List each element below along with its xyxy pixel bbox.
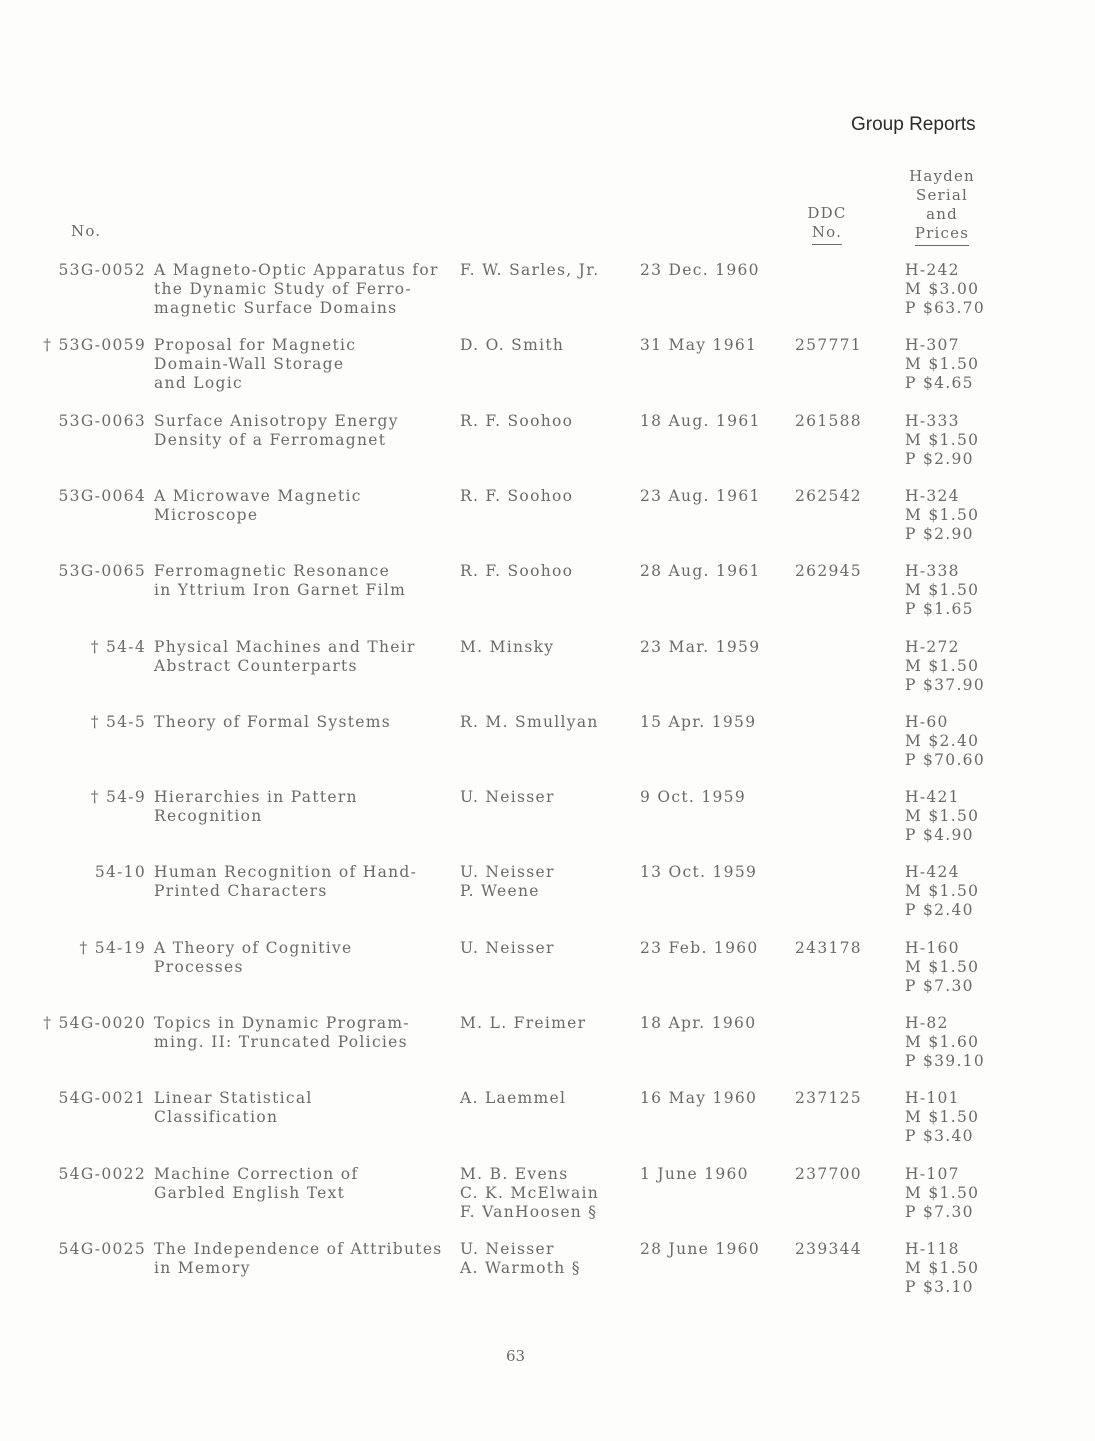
report-date: 28 June 1960 bbox=[640, 1240, 760, 1258]
report-title-line: ming. II: Truncated Policies bbox=[154, 1033, 408, 1051]
report-title-line: Processes bbox=[154, 958, 244, 976]
hayden-serial-prices-line: H-242 bbox=[905, 261, 960, 279]
report-title-line: Machine Correction of bbox=[154, 1165, 359, 1183]
report-title-line: The Independence of Attributes bbox=[154, 1240, 443, 1258]
report-title-line: and Logic bbox=[154, 374, 243, 392]
hayden-serial-prices-line: M $1.50 bbox=[905, 958, 980, 976]
hayden-serial-prices-line: P $4.90 bbox=[905, 826, 974, 844]
ddc-number: 257771 bbox=[795, 336, 862, 354]
report-number: 53G-0052 bbox=[58, 261, 146, 279]
report-authors-line: R. F. Soohoo bbox=[460, 412, 574, 430]
hayden-serial-prices bbox=[905, 562, 979, 619]
header-hayden-line: Hayden bbox=[909, 167, 975, 185]
report-title-line: A Theory of Cognitive bbox=[154, 939, 353, 957]
report-title-line: the Dynamic Study of Ferro- bbox=[154, 280, 412, 298]
hayden-serial-prices bbox=[905, 638, 985, 695]
hayden-serial-prices-line: H-101 bbox=[905, 1089, 960, 1107]
report-title bbox=[154, 788, 358, 826]
report-authors-line: U. Neisser bbox=[460, 1240, 555, 1258]
report-date: 23 Feb. 1960 bbox=[640, 939, 759, 957]
report-title-line: Density of a Ferromagnet bbox=[154, 431, 387, 449]
hayden-serial-prices-line: P $1.65 bbox=[905, 600, 974, 618]
report-authors-line: M. Minsky bbox=[460, 638, 555, 656]
ddc-number: 237125 bbox=[795, 1089, 862, 1107]
report-authors bbox=[460, 336, 564, 355]
report-authors bbox=[460, 713, 599, 732]
report-title-line: Surface Anisotropy Energy bbox=[154, 412, 399, 430]
report-number: † 54-19 bbox=[79, 939, 146, 957]
report-title bbox=[154, 1240, 443, 1278]
report-number: 54G-0025 bbox=[58, 1240, 146, 1258]
report-number: 54-10 bbox=[94, 863, 146, 881]
report-authors bbox=[460, 261, 599, 280]
hayden-serial-prices-line: H-107 bbox=[905, 1165, 960, 1183]
report-authors bbox=[460, 1165, 599, 1222]
report-number: 54G-0021 bbox=[58, 1089, 146, 1107]
report-authors bbox=[460, 1240, 581, 1278]
report-authors bbox=[460, 487, 573, 506]
header-ddc-line: DDC bbox=[807, 204, 847, 222]
report-authors-line: A. Laemmel bbox=[460, 1089, 567, 1107]
ddc-number: 243178 bbox=[795, 939, 862, 957]
hayden-serial-prices bbox=[905, 336, 979, 393]
report-date: 23 Mar. 1959 bbox=[640, 638, 761, 656]
report-authors-line: U. Neisser bbox=[460, 939, 555, 957]
hayden-serial-prices-line: M $1.50 bbox=[905, 882, 980, 900]
hayden-serial-prices bbox=[905, 939, 979, 996]
hayden-serial-prices bbox=[905, 788, 979, 845]
hayden-serial-prices bbox=[905, 1014, 985, 1071]
report-title-line: A Magneto-Optic Apparatus for bbox=[154, 261, 439, 279]
header-hayden-line: Serial bbox=[915, 186, 969, 204]
hayden-serial-prices-line: H-424 bbox=[905, 863, 960, 881]
hayden-serial-prices-line: M $3.00 bbox=[905, 280, 980, 298]
ddc-number: 262945 bbox=[795, 562, 862, 580]
hayden-serial-prices-line: P $7.30 bbox=[905, 1203, 974, 1221]
report-title bbox=[154, 638, 416, 676]
hayden-serial-prices-line: P $70.60 bbox=[905, 751, 985, 769]
report-title-line: Domain-Wall Storage bbox=[154, 355, 345, 373]
hayden-serial-prices-line: H-333 bbox=[905, 412, 960, 430]
report-number: † 53G-0059 bbox=[43, 336, 146, 354]
report-date: 15 Apr. 1959 bbox=[640, 713, 757, 731]
report-title-line: Physical Machines and Their bbox=[154, 638, 416, 656]
report-authors bbox=[460, 412, 573, 431]
report-title bbox=[154, 487, 362, 525]
report-title bbox=[154, 713, 391, 732]
hayden-serial-prices-line: H-338 bbox=[905, 562, 960, 580]
report-number: 53G-0064 bbox=[58, 487, 146, 505]
report-title bbox=[154, 562, 406, 600]
report-title bbox=[154, 939, 353, 977]
report-number: 53G-0063 bbox=[58, 412, 146, 430]
report-authors-line: C. K. McElwain bbox=[460, 1184, 600, 1202]
report-date: 13 Oct. 1959 bbox=[640, 863, 758, 881]
report-number: 53G-0065 bbox=[58, 562, 146, 580]
report-authors-line: F. W. Sarles, Jr. bbox=[460, 261, 600, 279]
hayden-serial-prices-line: P $2.90 bbox=[905, 525, 974, 543]
report-title-line: Classification bbox=[154, 1108, 279, 1126]
hayden-serial-prices-line: P $3.10 bbox=[905, 1278, 974, 1296]
header-ddc-line: No. bbox=[812, 223, 842, 245]
report-title-line: in Memory bbox=[154, 1259, 251, 1277]
report-authors-line: P. Weene bbox=[460, 882, 540, 900]
report-authors-line: R. F. Soohoo bbox=[460, 562, 574, 580]
header-hayden bbox=[898, 167, 986, 246]
report-authors bbox=[460, 638, 554, 657]
report-authors-line: M. L. Freimer bbox=[460, 1014, 587, 1032]
hayden-serial-prices-line: P $39.10 bbox=[905, 1052, 985, 1070]
report-number: † 54-4 bbox=[90, 638, 146, 656]
hayden-serial-prices-line: H-272 bbox=[905, 638, 960, 656]
hayden-serial-prices-line: M $1.50 bbox=[905, 807, 980, 825]
report-date: 16 May 1960 bbox=[640, 1089, 758, 1107]
report-authors-line: D. O. Smith bbox=[460, 336, 565, 354]
report-authors bbox=[460, 939, 555, 958]
report-title-line: A Microwave Magnetic bbox=[154, 487, 362, 505]
hayden-serial-prices-line: H-307 bbox=[905, 336, 960, 354]
report-title bbox=[154, 863, 417, 901]
hayden-serial-prices-line: M $1.50 bbox=[905, 581, 980, 599]
hayden-serial-prices bbox=[905, 412, 979, 469]
report-authors bbox=[460, 1089, 566, 1108]
report-date: 18 Apr. 1960 bbox=[640, 1014, 757, 1032]
hayden-serial-prices bbox=[905, 1240, 979, 1297]
report-title-line: Microscope bbox=[154, 506, 259, 524]
report-title bbox=[154, 1089, 313, 1127]
hayden-serial-prices-line: M $1.50 bbox=[905, 1108, 980, 1126]
report-authors-line: U. Neisser bbox=[460, 863, 555, 881]
report-authors-line: U. Neisser bbox=[460, 788, 555, 806]
header-hayden-line: Prices bbox=[915, 224, 969, 246]
report-authors-line: M. B. Evens bbox=[460, 1165, 569, 1183]
hayden-serial-prices-line: P $7.30 bbox=[905, 977, 974, 995]
report-title-line: Proposal for Magnetic bbox=[154, 336, 357, 354]
report-authors-line: R. F. Soohoo bbox=[460, 487, 574, 505]
hayden-serial-prices-line: H-118 bbox=[905, 1240, 960, 1258]
report-title-line: Hierarchies in Pattern bbox=[154, 788, 358, 806]
hayden-serial-prices bbox=[905, 1165, 979, 1222]
hayden-serial-prices-line: P $37.90 bbox=[905, 676, 985, 694]
header-no: No. bbox=[71, 222, 102, 240]
hayden-serial-prices-line: H-421 bbox=[905, 788, 960, 806]
report-date: 31 May 1961 bbox=[640, 336, 758, 354]
hayden-serial-prices-line: P $4.65 bbox=[905, 374, 974, 392]
report-authors bbox=[460, 1014, 586, 1033]
report-title-line: Ferromagnetic Resonance bbox=[154, 562, 391, 580]
report-number: † 54G-0020 bbox=[43, 1014, 146, 1032]
hayden-serial-prices-line: M $1.50 bbox=[905, 355, 980, 373]
report-title-line: Linear Statistical bbox=[154, 1089, 313, 1107]
report-date: 23 Dec. 1960 bbox=[640, 261, 760, 279]
ddc-number: 239344 bbox=[795, 1240, 862, 1258]
hayden-serial-prices-line: M $1.50 bbox=[905, 506, 980, 524]
report-title-line: Human Recognition of Hand- bbox=[154, 863, 418, 881]
report-date: 9 Oct. 1959 bbox=[640, 788, 747, 806]
hayden-serial-prices bbox=[905, 863, 979, 920]
hayden-serial-prices-line: P $2.40 bbox=[905, 901, 974, 919]
report-authors-line: R. M. Smullyan bbox=[460, 713, 599, 731]
hayden-serial-prices-line: M $1.60 bbox=[905, 1033, 980, 1051]
report-title-line: magnetic Surface Domains bbox=[154, 299, 398, 317]
report-title bbox=[154, 261, 439, 318]
header-ddc bbox=[797, 204, 857, 245]
hayden-serial-prices-line: M $1.50 bbox=[905, 431, 980, 449]
report-number: 54G-0022 bbox=[58, 1165, 146, 1183]
header-hayden-line: and bbox=[926, 205, 958, 223]
report-number: † 54-9 bbox=[90, 788, 146, 806]
report-title bbox=[154, 336, 356, 393]
report-date: 18 Aug. 1961 bbox=[640, 412, 761, 430]
hayden-serial-prices-line: M $1.50 bbox=[905, 1259, 980, 1277]
report-title-line: Recognition bbox=[154, 807, 263, 825]
hayden-serial-prices bbox=[905, 1089, 979, 1146]
hayden-serial-prices-line: M $2.40 bbox=[905, 732, 980, 750]
report-number: † 54-5 bbox=[90, 713, 146, 731]
hayden-serial-prices bbox=[905, 713, 985, 770]
hayden-serial-prices-line: M $1.50 bbox=[905, 1184, 980, 1202]
hayden-serial-prices-line: P $3.40 bbox=[905, 1127, 974, 1145]
hayden-serial-prices-line: H-60 bbox=[905, 713, 949, 731]
report-title-line: Printed Characters bbox=[154, 882, 328, 900]
report-title-line: in Yttrium Iron Garnet Film bbox=[154, 581, 407, 599]
hayden-serial-prices bbox=[905, 487, 979, 544]
report-date: 1 June 1960 bbox=[640, 1165, 749, 1183]
report-authors bbox=[460, 788, 555, 807]
report-title-line: Topics in Dynamic Program- bbox=[154, 1014, 410, 1032]
report-authors-line: A. Warmoth § bbox=[460, 1259, 581, 1277]
hayden-serial-prices-line: M $1.50 bbox=[905, 657, 980, 675]
hayden-serial-prices-line: H-82 bbox=[905, 1014, 949, 1032]
ddc-number: 237700 bbox=[795, 1165, 862, 1183]
report-authors bbox=[460, 863, 555, 901]
hayden-serial-prices-line: H-160 bbox=[905, 939, 960, 957]
report-title-line: Theory of Formal Systems bbox=[154, 713, 391, 731]
page-number: 63 bbox=[506, 1347, 526, 1365]
report-authors-line: F. VanHoosen § bbox=[460, 1203, 598, 1221]
section-title: Group Reports bbox=[851, 114, 976, 135]
hayden-serial-prices-line: P $2.90 bbox=[905, 450, 974, 468]
report-title bbox=[154, 412, 399, 450]
report-title bbox=[154, 1014, 410, 1052]
report-date: 23 Aug. 1961 bbox=[640, 487, 761, 505]
report-date: 28 Aug. 1961 bbox=[640, 562, 761, 580]
report-title-line: Garbled English Text bbox=[154, 1184, 346, 1202]
ddc-number: 262542 bbox=[795, 487, 862, 505]
report-authors bbox=[460, 562, 573, 581]
hayden-serial-prices bbox=[905, 261, 985, 318]
report-title-line: Abstract Counterparts bbox=[154, 657, 358, 675]
hayden-serial-prices-line: P $63.70 bbox=[905, 299, 985, 317]
report-title bbox=[154, 1165, 358, 1203]
hayden-serial-prices-line: H-324 bbox=[905, 487, 960, 505]
ddc-number: 261588 bbox=[795, 412, 862, 430]
